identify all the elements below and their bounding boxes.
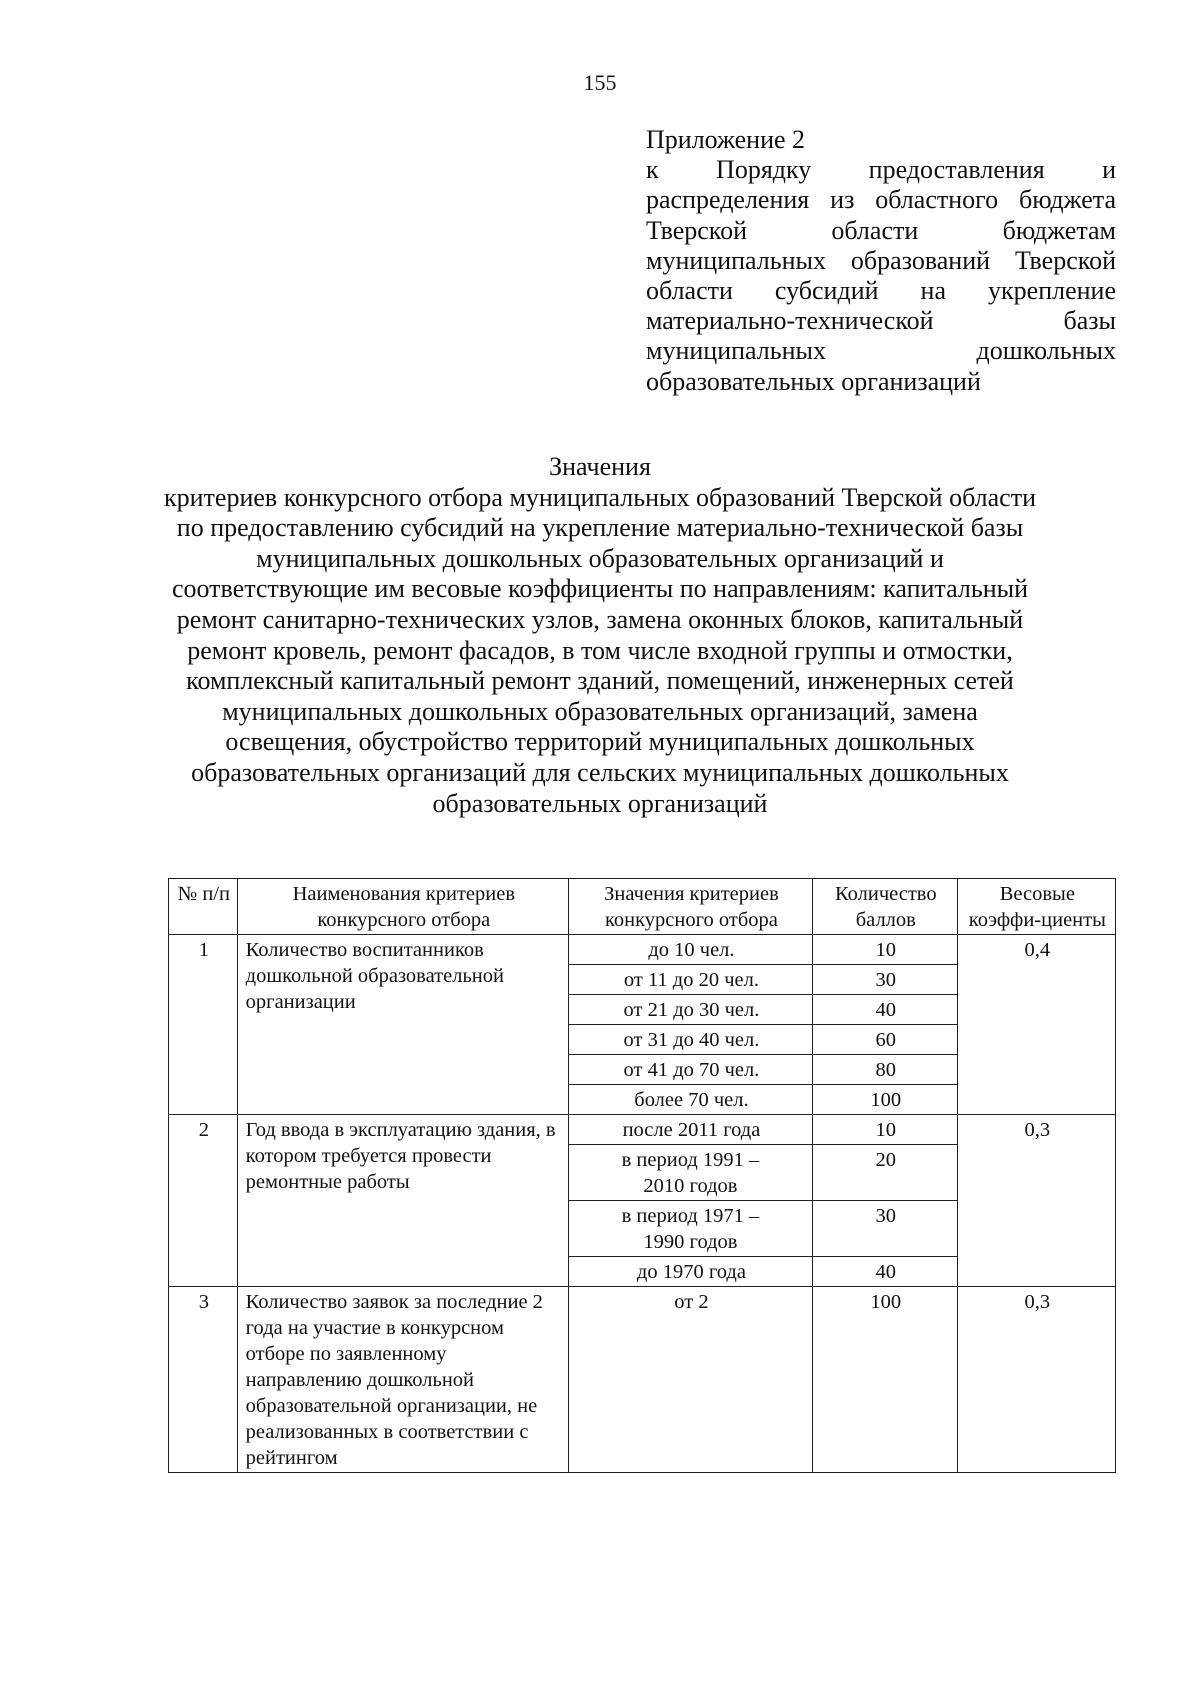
header-name: Наименования критериев конкурсного отбора xyxy=(237,879,568,935)
criterion-number: 3 xyxy=(169,1287,238,1473)
criterion-name: Количество заявок за последние 2 года на участие в конкурсном отборе по заявленному направлению дошкольной образовательной организации, не реализованных в соответствии с рейтингом xyxy=(237,1287,568,1473)
criterion-value: после 2011 года xyxy=(568,1115,812,1145)
appendix-block xyxy=(646,125,1116,397)
criterion-value: от 11 до 20 чел. xyxy=(568,965,812,995)
header-weight: Весовые коэффи-циенты xyxy=(957,879,1115,935)
table-header-row xyxy=(169,879,1116,935)
title-heading: Значения xyxy=(549,452,651,481)
criterion-score: 10 xyxy=(812,935,957,965)
header-score: Количество баллов xyxy=(812,879,957,935)
criteria-table xyxy=(168,878,1116,1473)
criterion-score: 80 xyxy=(812,1055,957,1085)
criterion-weight: 0,3 xyxy=(957,1287,1115,1473)
appendix-label: Приложение 2 xyxy=(646,125,806,154)
criterion-score: 30 xyxy=(812,1201,957,1257)
table-row xyxy=(169,1287,1116,1473)
criterion-name: Количество воспитанников дошкольной образовательной организации xyxy=(237,935,568,1115)
criterion-value: от 2 xyxy=(568,1287,812,1473)
criterion-score: 10 xyxy=(812,1115,957,1145)
criterion-value: в период 1971 – 1990 годов xyxy=(568,1201,812,1257)
table-row xyxy=(169,1115,1116,1145)
criterion-score: 30 xyxy=(812,965,957,995)
criterion-value: от 41 до 70 чел. xyxy=(568,1055,812,1085)
criterion-value: от 31 до 40 чел. xyxy=(568,1025,812,1055)
criterion-name: Год ввода в эксплуатацию здания, в котором требуется провести ремонтные работы xyxy=(237,1115,568,1287)
header-value: Значения критериев конкурсного отбора xyxy=(568,879,812,935)
appendix-text: к Порядку предоставления и распределения из областного бюджета Тверской области бюджетам муниципальных образований Тверской области субсидий на укрепление материально-технической базы муниципальных дошкольных образовательных организаций xyxy=(646,155,1116,396)
criterion-score: 20 xyxy=(812,1145,957,1201)
criterion-value: до 1970 года xyxy=(568,1257,812,1287)
criterion-number: 2 xyxy=(169,1115,238,1287)
criterion-value: в период 1991 – 2010 годов xyxy=(568,1145,812,1201)
criterion-weight: 0,3 xyxy=(957,1115,1115,1287)
criterion-value: от 21 до 30 чел. xyxy=(568,995,812,1025)
page-number: 155 xyxy=(583,70,617,95)
document-title xyxy=(100,452,1100,819)
criterion-number: 1 xyxy=(169,935,238,1115)
header-num: № п/п xyxy=(169,879,238,935)
criterion-score: 40 xyxy=(812,995,957,1025)
criterion-score: 100 xyxy=(812,1287,957,1473)
criterion-score: 60 xyxy=(812,1025,957,1055)
criterion-value: до 10 чел. xyxy=(568,935,812,965)
table-row xyxy=(169,935,1116,965)
criterion-weight: 0,4 xyxy=(957,935,1115,1115)
criterion-value: более 70 чел. xyxy=(568,1085,812,1115)
title-subtitle: критериев конкурсного отбора муниципальных образований Тверской области по предоставлению субсидий на укрепление материально-технической базы муниципальных дошкольных образовательных организаций и соответствующие им весовые коэффициенты по направлениям: капитальный ремонт санитарно-технических узлов, замена оконных блоков, капитальный ремонт кровель, ремонт фасадов, в том числе входной группы и отмостки, комплексный капитальный ремонт зданий, помещений, инженерных сетей муниципальных дошкольных образовательных организаций, замена освещения, обустройство территорий муниципальных дошкольных образовательных организаций для сельских муниципальных дошкольных образовательных организаций xyxy=(164,482,1036,818)
criterion-score: 100 xyxy=(812,1085,957,1115)
criterion-score: 40 xyxy=(812,1257,957,1287)
